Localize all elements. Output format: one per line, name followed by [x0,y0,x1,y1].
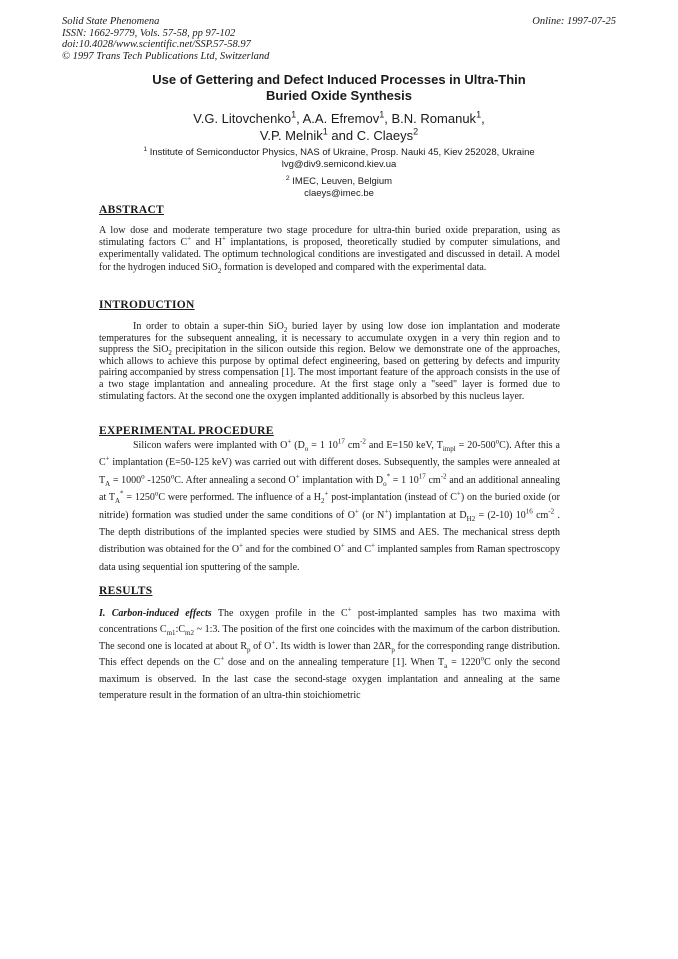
issn-line: ISSN: 1662-9779, Vols. 57-58, pp 97-102 [62,27,236,39]
author-list: V.G. Litovchenko$^1$, A.A. Efremov$^1$, B.N. Romanuk$^1$, V.P. Melnik$^1$ and C. Claeys$^2$ [193,109,485,143]
paper-title [60,72,618,103]
copyright-line: © 1997 Trans Tech Publications Ltd, Switzerland [62,50,270,62]
publication-info [62,16,269,62]
author: A.A. Efremov [302,111,380,126]
experimental-heading: EXPERIMENTAL PROCEDURE [99,425,274,437]
abstract-heading: ABSTRACT [99,204,165,216]
affiliation-1: $^1$ Institute of Semiconductor Physics, NAS of Ukraine, Prosp. Nauki 45, Kiev 252028, Ukraine lvg@div9.semicond.kiev.ua [60,147,618,170]
author: V.P. Melnik [259,128,323,143]
abstract-text: A low dose and moderate temperature two stage procedure for ultra-thin buried oxide preparation, using as stimulating factors C+ and H+ implantations, is proposed, theoretically studied by computer simulations, and experimentally validated. The optimum technological conditions are investigated and discussed in detail. A model for the hydrogen induced SiO$_2$ formation is developed and compared with the experimental data. [99,225,560,275]
introduction-text: In order to obtain a super-thin SiO$_2$ buried layer by using low dose ion implantation and moderate temperatures for the subsequent annealing, it is necessary to accumulate oxygen in a very thin region and to suppress the SiO$_2$ precipitation in the silicon outside this region. Below we demonstrate one of the approaches, which allows to achieve this purpose by optimal defect engineering, based on gettering by defects and impurity pairing accompanied by stress compensation [1]. The most important feature of the approach consists in the use of a two stage implantation and annealing procedure. At the first stage only a "seed" layer is formed due to stimulating factors. At the second one the oxygen implanted additionally is absorbed by this nucleus layer. [99,321,560,402]
results-text: I. Carbon-induced effects The oxygen profile in the C+ post-implanted samples has two maxima with concentrations $C_{m1}:C_{m2}$ ~ 1:3. The position of the first one coincides with the maximum of the carbon distribution. The second one is located at about $R_p$ of O+. Its width is lower than $2\Delta R_p$ for the corresponding range distribution. This effect depends on the C+ dose and on the annealing temperature [1]. When $T_a = 1220^oC$ only the second maximum is observed. In the last case the second-stage oxygen implantation and annealing at the same temperature result in the formation of an ultra-thin stoichiometric [99,605,561,702]
author: B.N. Romanuk [391,111,477,126]
email-1: lvg@div9.semicond.kiev.ua [281,158,397,170]
introduction-heading: INTRODUCTION [99,299,195,311]
author: V.G. Litovchenko [193,111,292,126]
affiliation-2: $^2$ IMEC, Leuven, Belgium claeys@imec.be [60,176,618,199]
results-heading: RESULTS [99,585,153,597]
results-subheading: I. Carbon-induced effects [99,608,212,619]
author: C. Claeys [356,128,414,143]
online-date: Online: 1997-07-25 [532,16,616,27]
doi-line: doi:10.4028/www.scientific.net/SSP.57-58.97 [62,39,251,51]
title-line-1: Use of Gettering and Defect Induced Processes in Ultra-Thin [152,72,526,87]
title-line-2: Buried Oxide Synthesis [266,87,412,103]
email-2: claeys@imec.be [304,187,374,199]
journal-name: Solid State Phenomena [62,16,160,27]
experimental-text: Silicon wafers were implanted with O+ ($D_o = 1$ $10^{17}$ $cm^{-2}$ and E=150 keV, $T_{impl} = 20-500^oC$). After this a C+ implantation (E=50-125 keV) was carried out with different doses. Subsequently, the samples were annealed at $T_A = 1000^o$ -1250$^o$C. After annealing a second O+ implantation with $D_o^* = 1$ $10^{17}$ $cm^{-2}$ and an additional annealing at $T_A^* = 1250^oC$ were performed. The influence of a $H_2^+$ post-implantation (instead of C+) on the buried oxide (or nitride) formation was studied under the same conditions of O+ (or N+) implantation at $D_{H2} = (2-10)$ $10^{16}$ $cm^{-2}$ . The depth distributions of the implanted species were studied by SIMS and AES. The mechanical stress depth distribution was obtained for the O+ and for the combined O+ and C+ implanted samples from Raman spectroscopy data using sequential ion sputtering of the sample. [99,437,561,573]
